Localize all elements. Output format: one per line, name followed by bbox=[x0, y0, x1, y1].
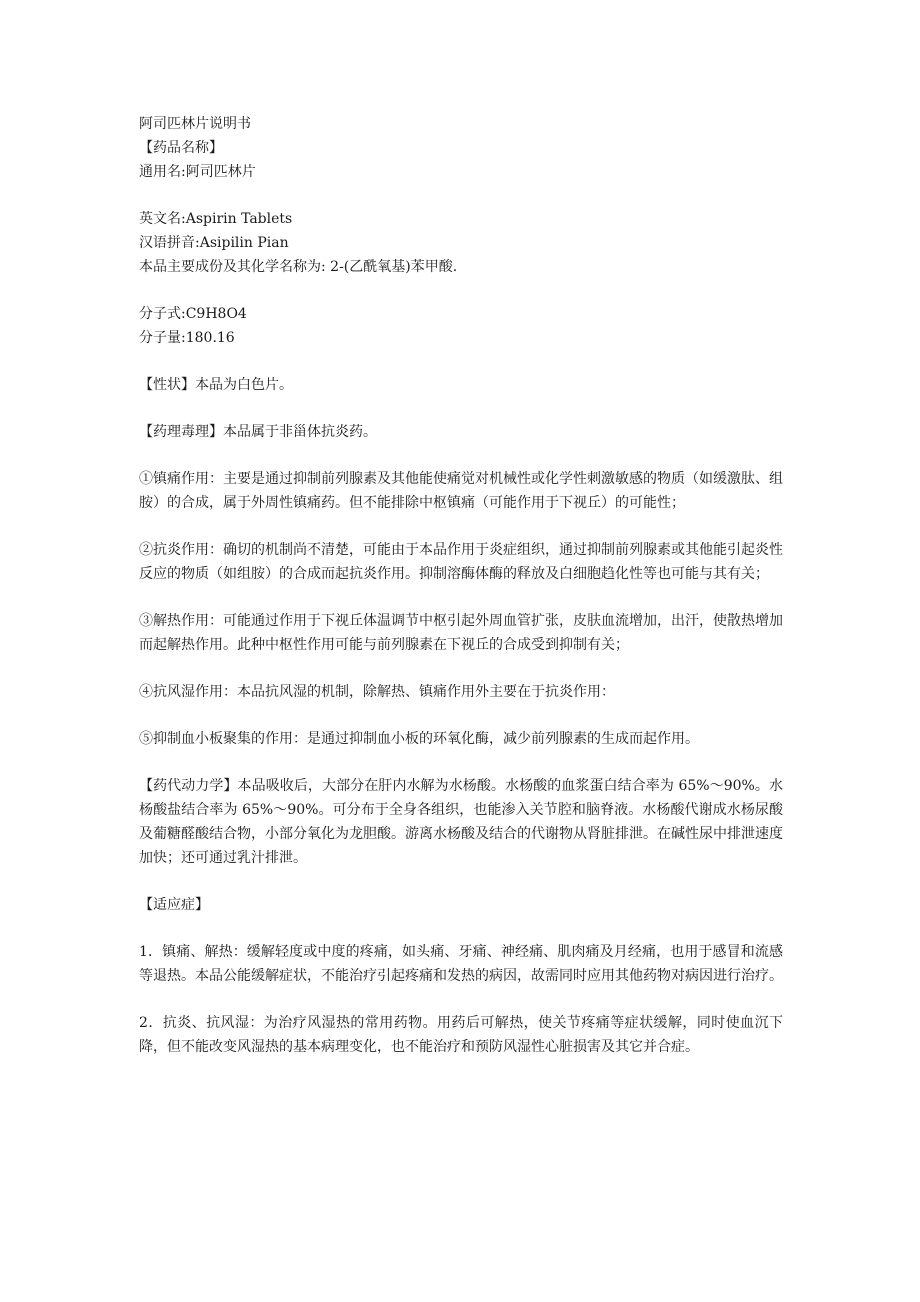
indications-heading: 【适应症】 bbox=[139, 897, 209, 913]
spacer bbox=[139, 586, 783, 609]
spacer bbox=[139, 988, 783, 1011]
drug-name-heading: 【药品名称】 bbox=[139, 140, 223, 156]
pharmacology-heading: 【药理毒理】本品属于非甾体抗炎药。 bbox=[139, 424, 377, 440]
pharmacology-analgesic: ①镇痛作用：主要是通过抑制前列腺素及其他能使痛觉对机械性或化学性刺激敏感的物质（如缓激肽、组胺）的合成，属于外周性镇痛药。但不能排除中枢镇痛（可能作用于下视丘）的可能性； bbox=[139, 471, 783, 511]
spacer bbox=[139, 657, 783, 680]
document-title: 阿司匹林片说明书 bbox=[139, 116, 251, 132]
spacer bbox=[139, 515, 783, 538]
pharmacokinetics-section: 【药代动力学】本品吸收后，大部分在肝内水解为水杨酸。水杨酸的血浆蛋白结合率为 65%～90%。水杨酸盐结合率为 65%～90%。可分布于全身各组织，也能渗入关节腔和脑脊液。水杨酸代谢成水杨尿酸及葡糖醛酸结合物，小部分氧化为龙胆酸。游离水杨酸及结合的代谢物从肾脏排泄。在碱性尿中排泄速度加快；还可通过乳汁排泄。 bbox=[139, 778, 783, 866]
spacer bbox=[139, 917, 783, 940]
spacer bbox=[139, 350, 783, 373]
document-page bbox=[139, 112, 783, 1059]
generic-name: 通用名:阿司匹林片 bbox=[139, 164, 256, 180]
molecular-formula: 分子式:C9H8O4 bbox=[139, 306, 247, 322]
spacer bbox=[139, 444, 783, 467]
spacer bbox=[139, 870, 783, 893]
properties-section: 【性状】本品为白色片。 bbox=[139, 377, 293, 393]
spacer bbox=[139, 704, 783, 727]
pharmacology-antipyretic: ③解热作用：可能通过作用于下视丘体温调节中枢引起外周血管扩张，皮肤血流增加，出汗，使散热增加而起解热作用。此种中枢性作用可能与前列腺素在下视丘的合成受到抑制有关； bbox=[139, 613, 783, 653]
spacer bbox=[139, 397, 783, 420]
indication-antirheumatic: 2．抗炎、抗风湿：为治疗风湿热的常用药物。用药后可解热，使关节疼痛等症状缓解，同时使血沉下降，但不能改变风湿热的基本病理变化，也不能治疗和预防风湿性心脏损害及其它并合症。 bbox=[139, 1015, 783, 1055]
english-name: 英文名:Aspirin Tablets bbox=[139, 211, 293, 227]
pharmacology-antirheumatic: ④抗风湿作用：本品抗风湿的机制，除解热、镇痛作用外主要在于抗炎作用： bbox=[139, 684, 615, 700]
spacer bbox=[139, 751, 783, 774]
chemical-name: 本品主要成份及其化学名称为: 2-(乙酰氧基)苯甲酸. bbox=[139, 259, 458, 275]
spacer bbox=[139, 279, 783, 302]
pharmacology-anti-inflammatory: ②抗炎作用：确切的机制尚不清楚，可能由于本品作用于炎症组织，通过抑制前列腺素或其他能引起炎性反应的物质（如组胺）的合成而起抗炎作用。抑制溶酶体酶的释放及白细胞趋化性等也可能与其有关； bbox=[139, 542, 783, 582]
molecular-weight: 分子量:180.16 bbox=[139, 330, 235, 346]
spacer bbox=[139, 184, 783, 207]
indication-analgesic: 1．镇痛、解热：缓解轻度或中度的疼痛，如头痛、牙痛、神经痛、肌肉痛及月经痛，也用于感冒和流感等退热。本品公能缓解症状，不能治疗引起疼痛和发热的病因，故需同时应用其他药物对病因进行治疗。 bbox=[139, 944, 783, 984]
pinyin-name: 汉语拼音:Asipilin Pian bbox=[139, 235, 289, 251]
pharmacology-antiplatelet: ⑤抑制血小板聚集的作用：是通过抑制血小板的环氧化酶，减少前列腺素的生成而起作用。 bbox=[139, 731, 699, 747]
